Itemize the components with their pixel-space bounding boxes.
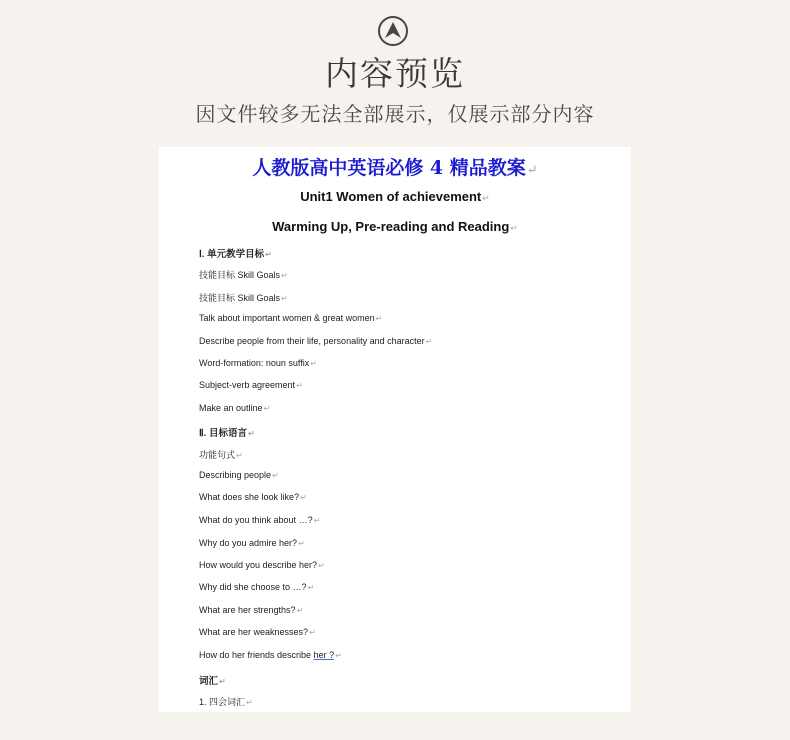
arrow-up-logo-icon — [378, 16, 408, 46]
list-item: How do her friends describe her ?↵ — [199, 650, 342, 660]
unit-heading: Unit1 Women of achievement↵ — [300, 189, 490, 204]
list-item: 技能目标 Skill Goals↵ — [199, 270, 288, 280]
list-item: Why did she choose to …?↵ — [199, 582, 315, 592]
list-item: How would you describe her?↵ — [199, 560, 325, 570]
list-item: Talk about important women & great women↵ — [199, 313, 383, 323]
list-item: What does she look like?↵ — [199, 492, 307, 502]
page-subtitle: 因文件较多无法全部展示，仅展示部分内容 — [195, 102, 595, 126]
list-item: Why do you admire her?↵ — [199, 538, 305, 548]
list-item: What are her strengths?↵ — [199, 605, 304, 615]
list-item: Make an outline↵ — [199, 403, 271, 413]
preview-header — [0, 0, 790, 140]
heading-target-language: Ⅱ. 目标语言↵ — [199, 428, 255, 439]
document-preview — [159, 147, 631, 712]
list-item: What do you think about …?↵ — [199, 515, 321, 525]
document-title: 人教版高中英语必修 4 精品教案↵ — [252, 157, 538, 179]
heading-vocabulary: 词汇↵ — [199, 676, 226, 687]
list-item: Describing people↵ — [199, 470, 279, 480]
list-item: What are her weaknesses?↵ — [199, 627, 316, 637]
list-item: 功能句式↵ — [199, 450, 243, 460]
heading-teaching-goals: Ⅰ. 单元教学目标↵ — [199, 249, 272, 260]
list-item: Describe people from their life, personality and character↵ — [199, 336, 433, 346]
list-item: 技能目标 Skill Goals↵ — [199, 293, 288, 303]
list-item: Word-formation: noun suffix↵ — [199, 358, 317, 368]
page-title: 内容预览 — [325, 54, 465, 93]
section-heading: Warming Up, Pre-reading and Reading↵ — [272, 219, 518, 234]
list-item: Subject-verb agreement↵ — [199, 380, 303, 390]
list-item: 1. 四会词汇↵ — [199, 697, 253, 707]
